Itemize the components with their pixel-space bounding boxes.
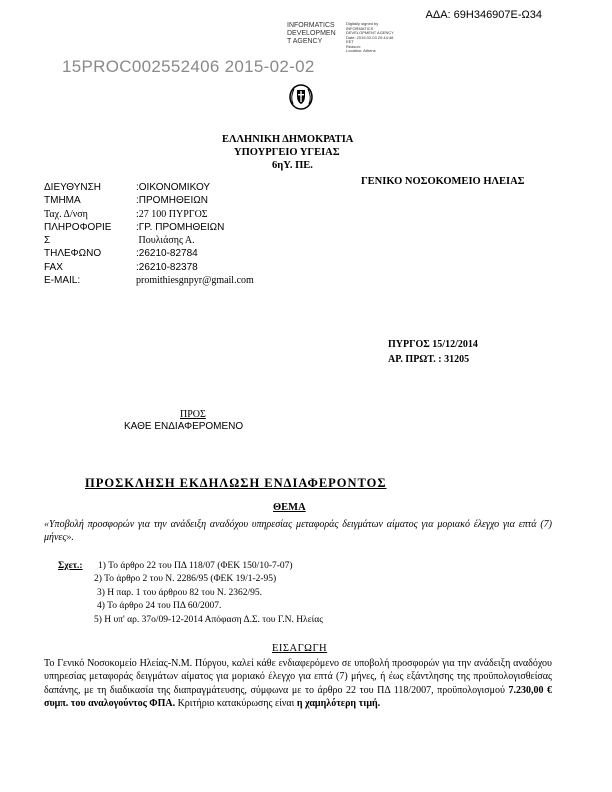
- signature-detail-line: INFORMATICS: [346, 25, 374, 31]
- info-row: [44, 261, 254, 274]
- info-row: [44, 221, 254, 234]
- info-value: :26210-82378: [136, 261, 198, 273]
- info-label: Σ: [44, 235, 51, 247]
- date-line: ΠΥΡΓΟΣ 15/12/2014: [388, 339, 478, 350]
- signature-detail-line: Digitally signed by: [346, 21, 379, 26]
- intro-amount: 7.230,00 € συμπ. του αναλογούντος ΦΠΑ.: [44, 684, 553, 709]
- reference-item: 3) Η παρ. 1 του άρθρου 82 του Ν. 2362/95.: [97, 588, 263, 598]
- ada-code: ΑΔΑ: 69Η346907Ε-Ω34: [425, 9, 542, 21]
- reference-item: 2) Το άρθρο 2 του Ν. 2286/95 (ΦΕΚ 19/1-2-95): [94, 574, 277, 584]
- info-row: [44, 247, 254, 260]
- header-hospital: ΓΕΝΙΚΟ ΝΟΣΟΚΟΜΕΙΟ ΗΛΕΙΑΣ: [361, 176, 525, 187]
- header-ministry: ΥΠΟΥΡΓΕΙΟ ΥΓΕΙΑΣ: [234, 147, 340, 158]
- signature-detail-line: Location: Athens: [346, 48, 376, 53]
- recipient-heading: ΠΡΟΣ: [180, 409, 206, 420]
- info-label: Ταχ. Δ/νση: [44, 208, 88, 220]
- info-label: ΤΗΛΕΦΩΝΟ: [44, 248, 102, 260]
- subject-text: «Υποβολή προσφορών για την ανάδειξη αναδόχου υπηρεσίας μεταφοράς δειγμάτων αίματος για μοριακό έλεγχο για επτά (7) μήνες».: [44, 519, 552, 543]
- signature-details: [346, 22, 394, 54]
- signature-agency-line: T AGENCY: [287, 38, 323, 45]
- info-value: promithiesgnpyr@gmail.com: [136, 275, 254, 287]
- signature-detail-line: DEVELOPMENT AGENCY: [346, 30, 394, 35]
- document-title: ΠΡΟΣΚΛΗΣΗ ΕΚΔΗΛΩΣΗ ΕΝΔΙΑΦΕΡΟΝΤΟΣ: [85, 476, 387, 490]
- reference-item: 4) Το άρθρο 24 του ΠΔ 60/2007.: [97, 601, 222, 611]
- info-row: [44, 194, 254, 207]
- greek-emblem-icon: [288, 82, 314, 110]
- intro-body: Το Γενικό Νοσοκομείο Ηλείας-Ν.Μ. Πύργου, καλεί κάθε ενδιαφερόμενο σε υποβολή προσφορών για την ανάδειξη αναδόχου υπηρεσίας μεταφοράς δειγμάτων αίματος για μοριακό έλεγχο για επτά (7) μήνες, ή έως εξάντλησης της προϋπολογισθείσας δαπάνης, με τη διαδικασία της διαπραγμάτευσης, σύμφωνα με το άρθρο 22 του ΠΔ 118/2007, προϋπολογισμού: [44, 658, 552, 696]
- info-value: :ΠΡΟΜΗΘΕΙΩΝ: [136, 195, 208, 207]
- header-region: 6ηΥ. ΠΕ.: [272, 160, 313, 171]
- signature-detail-line: Date: 2015.02.03 20:44:48: [346, 34, 394, 40]
- info-label: ΤΜΗΜΑ: [44, 195, 81, 207]
- intro-criterion-prefix: Κριτήριο κατακύρωσης είναι: [177, 697, 295, 709]
- signature-agency-line: DEVELOPMEN: [287, 30, 336, 37]
- reference-item: 5) Η υπ' αρ. 37ο/09-12-2014 Απόφαση Δ.Σ. του Γ.Ν. Ηλείας: [94, 615, 323, 625]
- date-protocol: [388, 337, 478, 367]
- info-value: :26210-82784: [136, 248, 198, 260]
- info-value: :ΟΙΚΟΝΟΜΙΚΟΥ: [136, 182, 211, 193]
- info-label: ΠΛΗΡΟΦΟΡΙΕ: [44, 221, 112, 233]
- info-value: :ΓΡ. ΠΡΟΜΗΘΕΙΩΝ: [136, 221, 225, 233]
- info-label: ΔΙΕΥΘΥΝΣΗ: [44, 182, 101, 193]
- info-row: [44, 208, 254, 221]
- references-label: [58, 561, 83, 571]
- subject-heading: ΘΕΜΑ: [273, 502, 306, 513]
- info-row: [44, 274, 254, 287]
- info-row: [44, 234, 254, 247]
- header-republic: ΕΛΛΗΝΙΚΗ ΔΗΜΟΚΡΑΤΙΑ: [222, 134, 354, 145]
- recipient: ΚΑΘΕ ΕΝΔΙΑΦΕΡΟΜΕΝΟ: [124, 421, 244, 432]
- info-label: FAX: [44, 261, 63, 273]
- intro-criterion: η χαμηλότερη τιμή.: [296, 697, 381, 709]
- info-value: :27 100 ΠΥΡΓΟΣ: [136, 208, 208, 220]
- references-label-text: Σχετ.:: [58, 561, 83, 571]
- signature-detail-line: EET: [346, 39, 354, 44]
- reference-item: 1) Το άρθρο 22 του ΠΔ 118/07 (ΦΕΚ 150/10-7-07): [98, 561, 293, 571]
- info-label: E-MAIL:: [44, 275, 81, 287]
- protocol-line: ΑΡ. ΠΡΩΤ. : 31205: [388, 354, 470, 365]
- introduction-text: [44, 657, 552, 710]
- signature-detail-line: Reason:: [346, 43, 361, 49]
- introduction-heading: ΕΙΣΑΓΩΓΗ: [272, 643, 328, 654]
- info-value: Πουλιάσης Α.: [136, 235, 195, 247]
- contact-info: [44, 181, 254, 287]
- signature-agency: [287, 22, 336, 46]
- signature-agency-line: INFORMATICS: [287, 22, 335, 29]
- info-row: [44, 181, 254, 194]
- procurement-id: 15PROC002552406 2015-02-02: [62, 57, 315, 76]
